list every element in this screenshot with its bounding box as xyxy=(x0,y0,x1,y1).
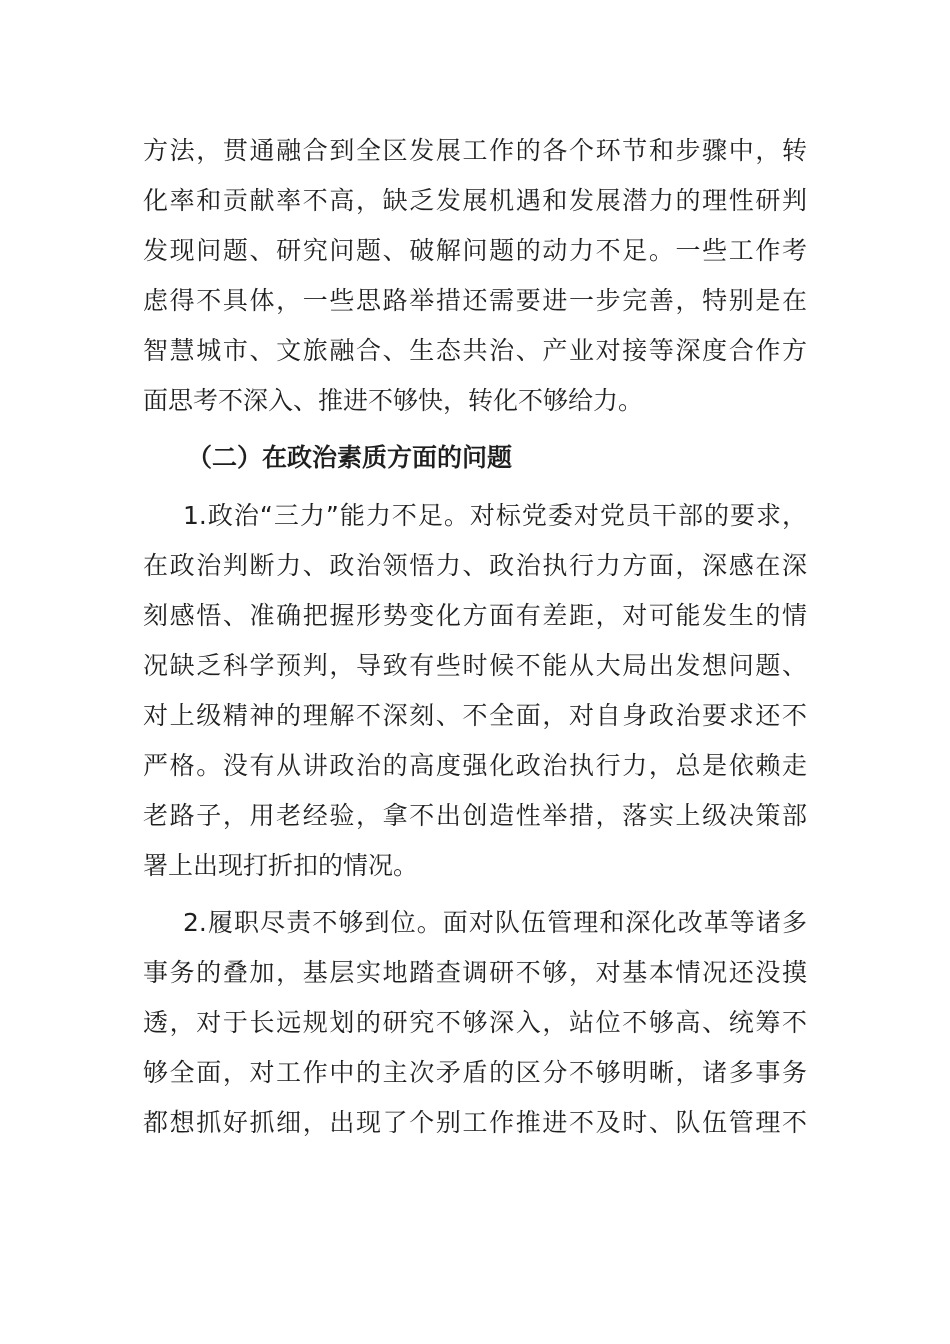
paragraph-line: 老路子，用老经验，拿不出创造性举措，落实上级决策部 xyxy=(143,801,807,830)
section-heading: （二）在政治素质方面的问题 xyxy=(187,443,513,472)
paragraph-line: 2.履职尽责不够到位。面对队伍管理和深化改革等诸多 xyxy=(183,908,807,937)
paragraph-line: 1.政治“三力”能力不足。对标党委对党员干部的要求， xyxy=(183,501,807,530)
paragraph-line: 况缺乏科学预判，导致有些时候不能从大局出发想问题、 xyxy=(143,651,807,680)
paragraph-line: 都想抓好抓细，出现了个别工作推进不及时、队伍管理不 xyxy=(143,1108,807,1137)
paragraph-line: 发现问题、研究问题、破解问题的动力不足。一些工作考 xyxy=(143,236,807,265)
paragraph-line: 在政治判断力、政治领悟力、政治执行力方面，深感在深 xyxy=(143,551,807,580)
paragraph-line: 严格。没有从讲政治的高度强化政治执行力，总是依赖走 xyxy=(143,751,807,780)
paragraph-line: 化率和贡献率不高，缺乏发展机遇和发展潜力的理性研判 xyxy=(143,186,807,215)
paragraph-line: 智慧城市、文旅融合、生态共治、产业对接等深度合作方 xyxy=(143,336,807,365)
paragraph-line: 事务的叠加，基层实地踏查调研不够，对基本情况还没摸 xyxy=(143,958,807,987)
paragraph-line: 对上级精神的理解不深刻、不全面，对自身政治要求还不 xyxy=(143,701,807,730)
paragraph-line: 够全面，对工作中的主次矛盾的区分不够明晰，诸多事务 xyxy=(143,1058,807,1087)
paragraph-line: 面思考不深入、推进不够快，转化不够给力。 xyxy=(143,386,644,415)
paragraph-line: 虑得不具体，一些思路举措还需要进一步完善，特别是在 xyxy=(143,286,807,315)
paragraph-line: 方法，贯通融合到全区发展工作的各个环节和步骤中，转 xyxy=(143,136,807,165)
paragraph-line: 署上出现打折扣的情况。 xyxy=(143,851,419,880)
paragraph-line: 刻感悟、准确把握形势变化方面有差距，对可能发生的情 xyxy=(143,601,807,630)
paragraph-line: 透，对于长远规划的研究不够深入，站位不够高、统筹不 xyxy=(143,1008,807,1037)
